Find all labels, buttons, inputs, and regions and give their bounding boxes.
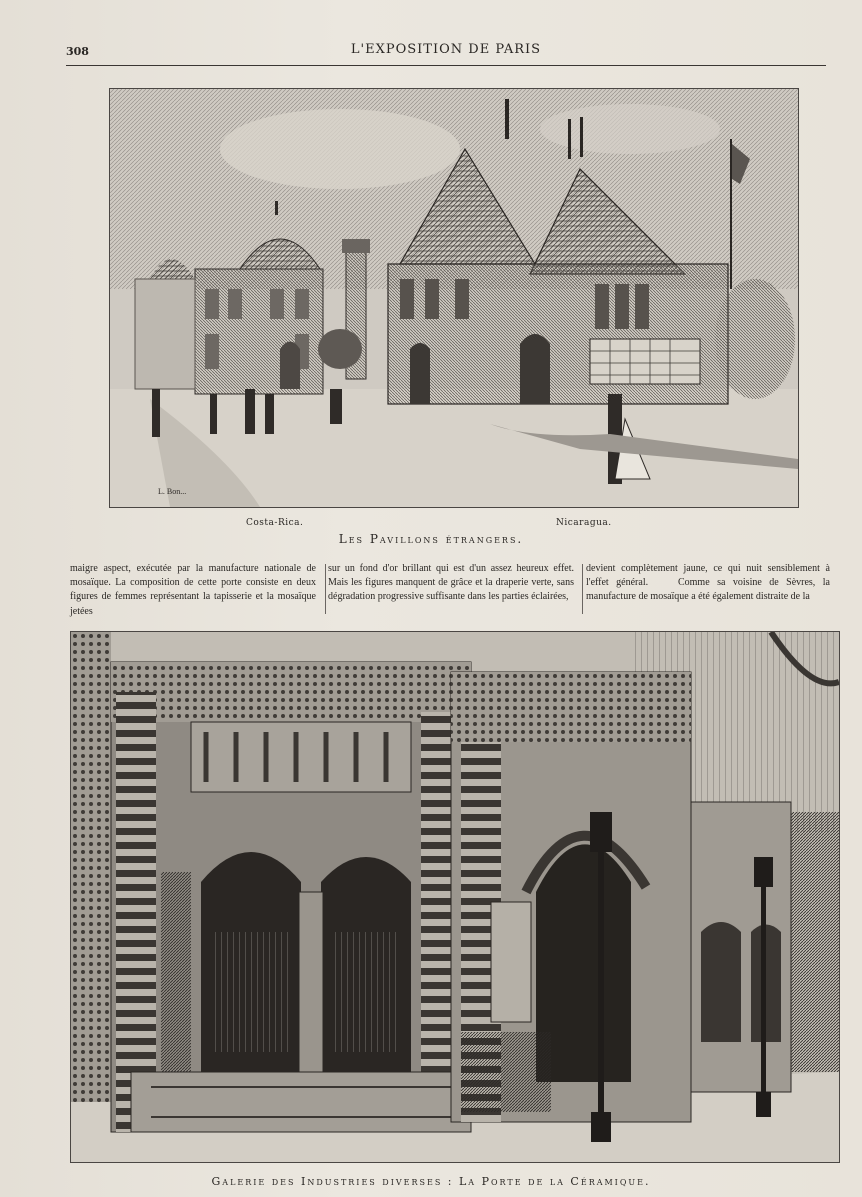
running-title: L'EXPOSITION DE PARIS bbox=[350, 42, 542, 57]
text-column-1: maigre aspect, exécutée par la manufacture nationale de mosaïque. La composition de cette porte consiste en deux figures de femmes représentant la tapisserie et la mosaïque jetées bbox=[70, 563, 316, 617]
header-rule bbox=[66, 65, 826, 66]
left-gate-wing bbox=[111, 662, 471, 1132]
page-header bbox=[66, 40, 826, 68]
plate-title-ceramic-gate: Galerie des Industries diverses : La Porte de la Céramique. bbox=[211, 1175, 651, 1188]
pavilions-illustration bbox=[110, 89, 798, 507]
ceramic-gate-illustration bbox=[71, 632, 839, 1162]
column-rule-2 bbox=[582, 564, 583, 614]
text-columns bbox=[70, 562, 830, 620]
plate-title-pavilions: Les Pavillons étrangers. bbox=[338, 532, 524, 546]
ceramic-gate-engraving bbox=[70, 631, 840, 1163]
page-number: 308 bbox=[66, 45, 89, 58]
engraver-signature: L. Bon... bbox=[158, 487, 187, 496]
caption-costa-rica: Costa-Rica. bbox=[246, 518, 304, 528]
text-column-3: devient complètement jaune, ce qui nuit sensiblement à l'effet général. Comme sa voisine de Sèvres, la manufacture de mosaïque a été également distraite de la bbox=[586, 563, 830, 603]
central-arch bbox=[451, 672, 691, 1122]
column-rule-1 bbox=[325, 564, 326, 614]
pavilions-engraving bbox=[109, 88, 799, 508]
text-column-2: sur un fond d'or brillant qui est d'un assez heureux effet. Mais les figures manquent de grâce et la draperie verte, sans dégradation progressive suffisante dans les parties éclairées, bbox=[328, 563, 574, 603]
caption-nicaragua: Nicaragua. bbox=[556, 518, 612, 528]
